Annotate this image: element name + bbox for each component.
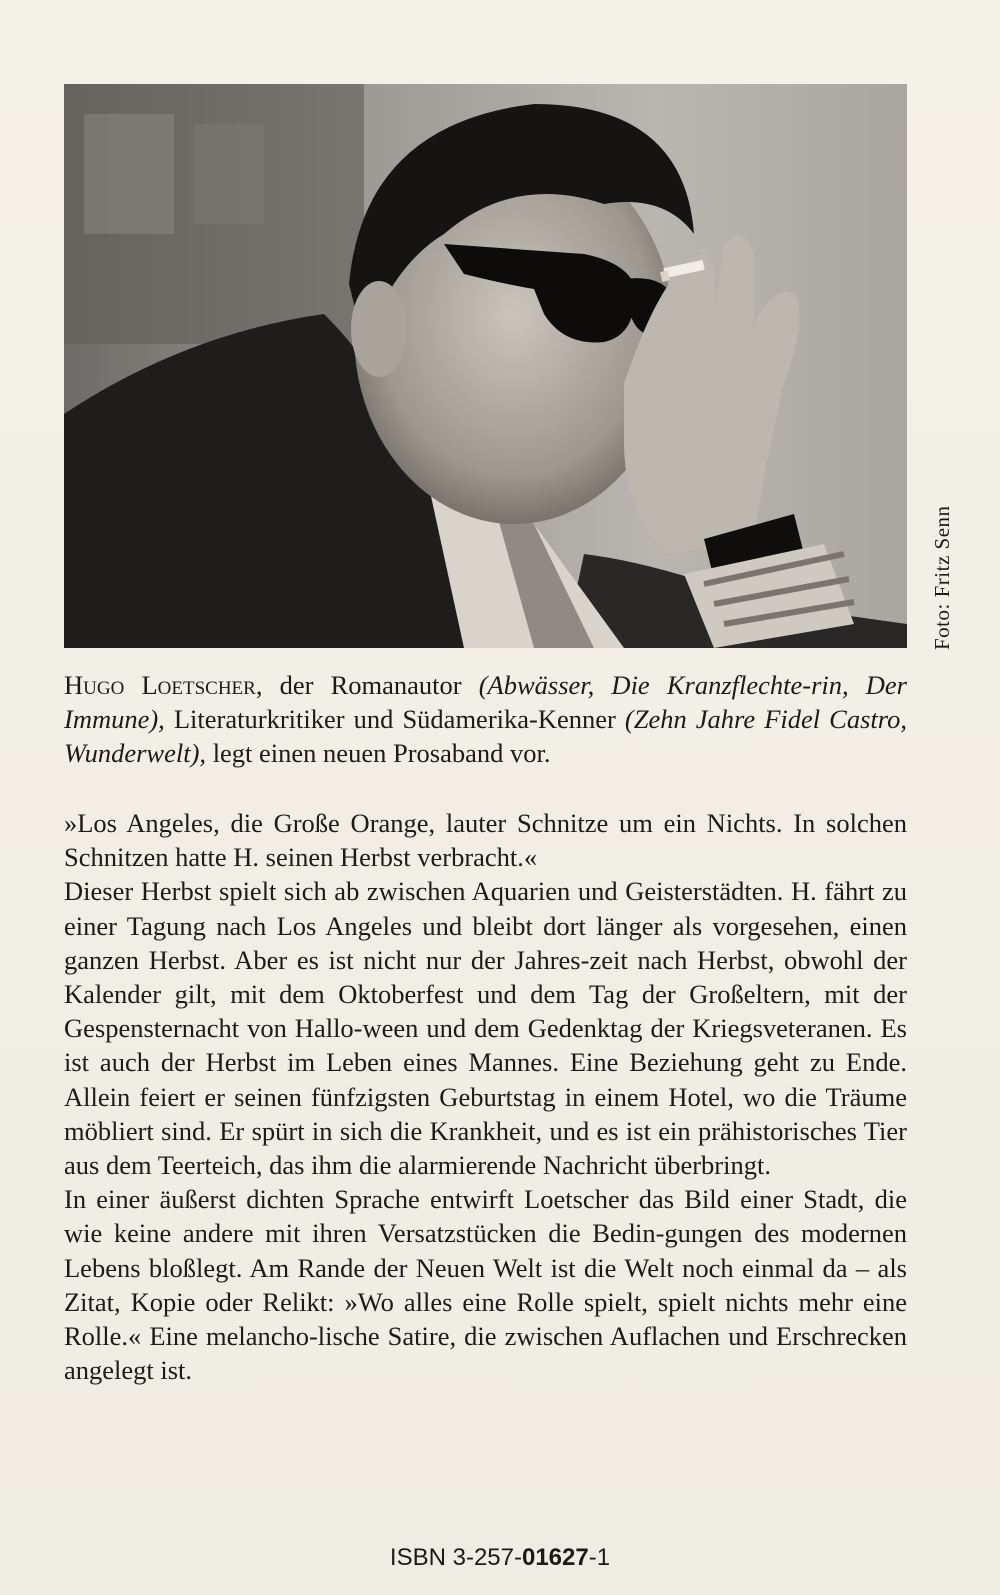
author-bio (64, 668, 907, 771)
blurb-quote: »Los Angeles, die Große Orange, lauter Schnitze um ein Nichts. In solchen Schnitzen hatte H. seinen Herbst verbracht.« (64, 808, 907, 873)
blurb-paragraph-2: In einer äußerst dichten Sprache entwirft Loetscher das Bild einer Stadt, die wie keine andere mit ihren Versatzstücken die Bedin-gungen des modernen Lebens bloßlegt. Am Rande der Neuen Welt ist die Welt noch einmal da – als Zitat, Kopie oder Relikt: »Wo alles eine Rolle spielt, spielt nichts mehr eine Rolle.« Eine melancho-lische Satire, die zwischen Auflachen und Erschrecken angelegt ist. (64, 1184, 907, 1386)
book-blurb (64, 806, 907, 1387)
blurb-paragraph-1: Dieser Herbst spielt sich ab zwischen Aquarien und Geisterstädten. H. fährt zu einer Tagung nach Los Angeles und bleibt dort länger als vorgesehen, einen ganzen Herbst. Aber es ist nicht nur der Jahres-zeit nach Herbst, obwohl der Kalender gilt, mit dem Oktoberfest und dem Tag der Großeltern, mit der Gespensternacht von Hallo-ween und dem Gedenktag der Kriegsveteranen. Es ist auch der Herbst im Leben eines Mannes. Eine Beziehung geht zu Ende. Allein feiert er seinen fünfzigsten Geburtstag in einem Hotel, wo die Träume möbliert sind. Er spürt in sich die Krankheit, und es ist ein prähistorisches Tier aus dem Teerteich, das ihm die alarmierende Nachricht überbringt. (64, 876, 907, 1181)
isbn-prefix: ISBN 3-257- (389, 1544, 522, 1571)
author-name-last: Loetscher (141, 670, 256, 700)
portrait-image (64, 84, 907, 648)
bio-text-3: legt einen neuen Prosaband vor. (206, 738, 551, 769)
isbn-bold-part: 01627 (521, 1544, 589, 1571)
author-name-first: Hugo (64, 670, 125, 700)
bio-text-2: Literaturkritiker und Südamerika-Kenner (164, 704, 625, 735)
author-portrait-photo (64, 84, 907, 648)
bio-works-2: (Zehn Jahre Fidel Castro, Wunderwelt), (64, 704, 907, 769)
isbn-number (0, 1544, 1000, 1572)
isbn-suffix: -1 (588, 1544, 611, 1571)
bio-works-1: (Abwässer, Die Kranzflechte-rin, Der Immune), (64, 670, 907, 735)
bio-text-1: , der Romanautor (255, 670, 479, 700)
photo-credit: Foto: Fritz Senn (930, 505, 954, 650)
